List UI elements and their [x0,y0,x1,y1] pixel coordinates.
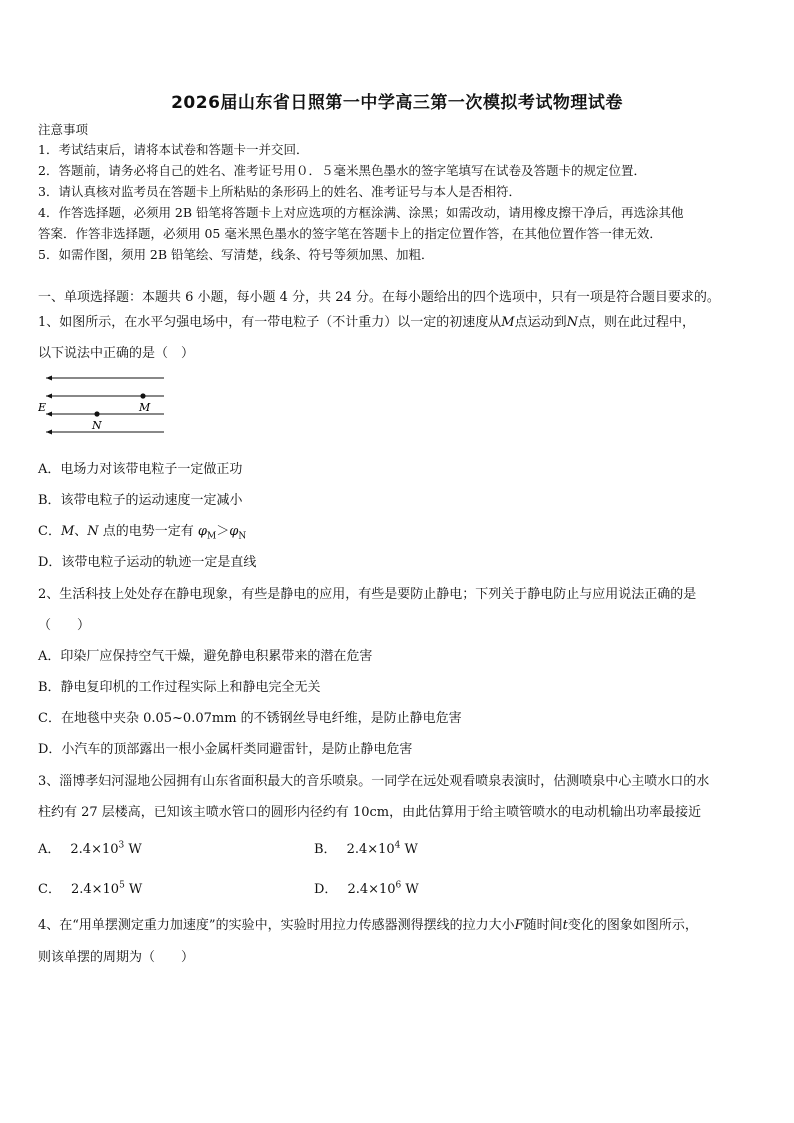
q1-text: 点，则在此过程中， [577,315,695,330]
point-m-dot [140,393,145,398]
q4-stem-line1 [38,914,698,933]
q3-option-a [38,838,142,857]
q3-a-base: 2.4×10 [70,842,119,857]
q1-c-phi: φ [229,524,239,539]
note-item: 5．如需作图，须用 2B 铅笔绘、写清楚，线条、符号等须加黑、加粗． [38,247,434,262]
q3-b-label: B． [314,842,337,857]
note-item: 2．答题前，请务必将自己的姓名、准考证号用０．５毫米黑色墨水的签字笔填写在试卷及答题卡的规定位置． [38,163,646,178]
q2-option-c: C．在地毯中夹杂 0.05~0.07mm 的不锈钢丝导电纤维，是防止静电危害 [38,711,462,726]
q2-stem-line1: 2、生活科技上处处存在静电现象，有些是静电的应用，有些是要防止静电；下列关于静电防止与应用说法正确的是 [38,587,697,602]
q3-b-unit: W [400,842,418,857]
q1-text: 1、如图所示，在水平匀强电场中，有一带电粒子（不计重力）以一定的初速度从 [38,315,502,330]
q3-option-c [38,878,142,897]
q3-c-unit: W [124,882,143,897]
q4-text: 变化的图象如图所示， [567,918,698,933]
q3-b-base: 2.4×10 [346,842,395,857]
q1-option-a: A．电场力对该带电粒子一定做正功 [38,462,243,477]
q3-c-base: 2.4×10 [70,882,120,897]
arrow-head [46,376,52,381]
q1-c-gt: ＞ [216,524,230,539]
q1-text: 点运动到 [514,315,567,330]
section-heading: 一、单项选择题：本题共 6 小题，每小题 4 分，共 24 分。在每小题给出的四个选项中，只有一项是符合题目要求的。 [38,290,720,305]
q3-stem-line1: 3、淄博孝妇河湿地公园拥有山东省面积最大的音乐喷泉。一同学在远处观看喷泉表演时，估测喷泉中心主喷水口的水 [38,774,710,789]
notes-heading: 注意事项 [38,122,89,137]
point-n-dot [94,411,99,416]
q4-text: 随时间 [523,918,563,933]
q4-var-t: t [562,918,568,933]
q3-d-exp: 6 [395,880,402,891]
label-n: N [92,419,102,432]
exam-title: 2026届山东省日照第一中学高三第一次模拟考试物理试卷 [171,93,623,113]
q1-point-n: N [566,315,578,330]
q1-option-d: D．该带电粒子运动的轨迹一定是直线 [38,555,257,570]
q4-text: 4、在“用单摆测定重力加速度”的实验中，实验时用拉力传感器测得摆线的拉力大小 [38,918,515,933]
q3-option-d [314,878,419,897]
q3-d-base: 2.4×10 [347,882,396,897]
q1-c-sub-n: N [238,531,247,542]
q3-b-exp: 4 [394,840,401,851]
q1-c-n: N [87,524,99,539]
q1-c-label: C． [38,524,61,539]
q1-c-phi: φ [197,524,208,539]
q1-stem-line1 [38,311,695,330]
label-e: E [38,401,47,414]
q1-option-b: B．该带电粒子的运动速度一定减小 [38,493,243,508]
note-item: 4．作答选择题，必须用 2B 铅笔将答题卡上对应选项的方框涂满、涂黑；如需改动，请用橡皮擦干净后，再选涂其他 [38,205,684,220]
note-item: 答案．作答非选择题，必须用 05 毫米黑色墨水的签字笔在答题卡上的指定位置作答，在其他位置作答一律无效． [38,226,662,241]
q3-c-label: C． [38,882,61,897]
q1-c-m: M [60,524,75,539]
q3-option-b [314,838,418,857]
q1-c-sep: 、 [74,524,88,539]
q3-a-exp: 3 [118,840,125,851]
q2-option-a: A．印染厂应保持空气干燥，避免静电积累带来的潜在危害 [38,649,373,664]
q3-d-label: D． [314,882,338,897]
label-m: M [139,401,151,414]
arrow-head [46,412,52,417]
note-item: 1．考试结束后，请将本试卷和答题卡一并交回． [38,142,309,157]
q3-c-exp: 5 [119,880,125,891]
q1-point-m: M [501,315,515,330]
q1-option-c [38,520,246,542]
q3-a-label: A． [38,842,61,857]
q4-stem-line2: 则该单摆的周期为（ ） [38,950,195,965]
note-item: 3．请认真核对监考员在答题卡上所粘贴的条形码上的姓名、准考证号与本人是否相符． [38,184,521,199]
q1-c-sub-m: M [207,531,217,542]
q3-a-unit: W [124,842,142,857]
q1-stem-line2: 以下说法中正确的是（ ） [38,346,195,361]
q2-option-d: D．小汽车的顶部露出一根小金属杆类同避雷针，是防止静电危害 [38,742,413,757]
electric-field-figure [38,372,178,442]
q2-option-b: B．静电复印机的工作过程实际上和静电完全无关 [38,680,321,695]
q4-var-f: F [514,918,524,933]
q2-stem-line2: （ ） [38,618,91,633]
q3-stem-line2: 柱约有 27 层楼高，已知该主喷水管口的圆形内径约有 10cm，由此估算用于给主喷管喷水的电动机输出功率最接近 [38,805,702,820]
arrow-head [46,430,52,435]
q3-d-unit: W [401,882,419,897]
arrow-head [46,394,52,399]
q1-c-text: 点的电势一定有 [98,524,198,539]
